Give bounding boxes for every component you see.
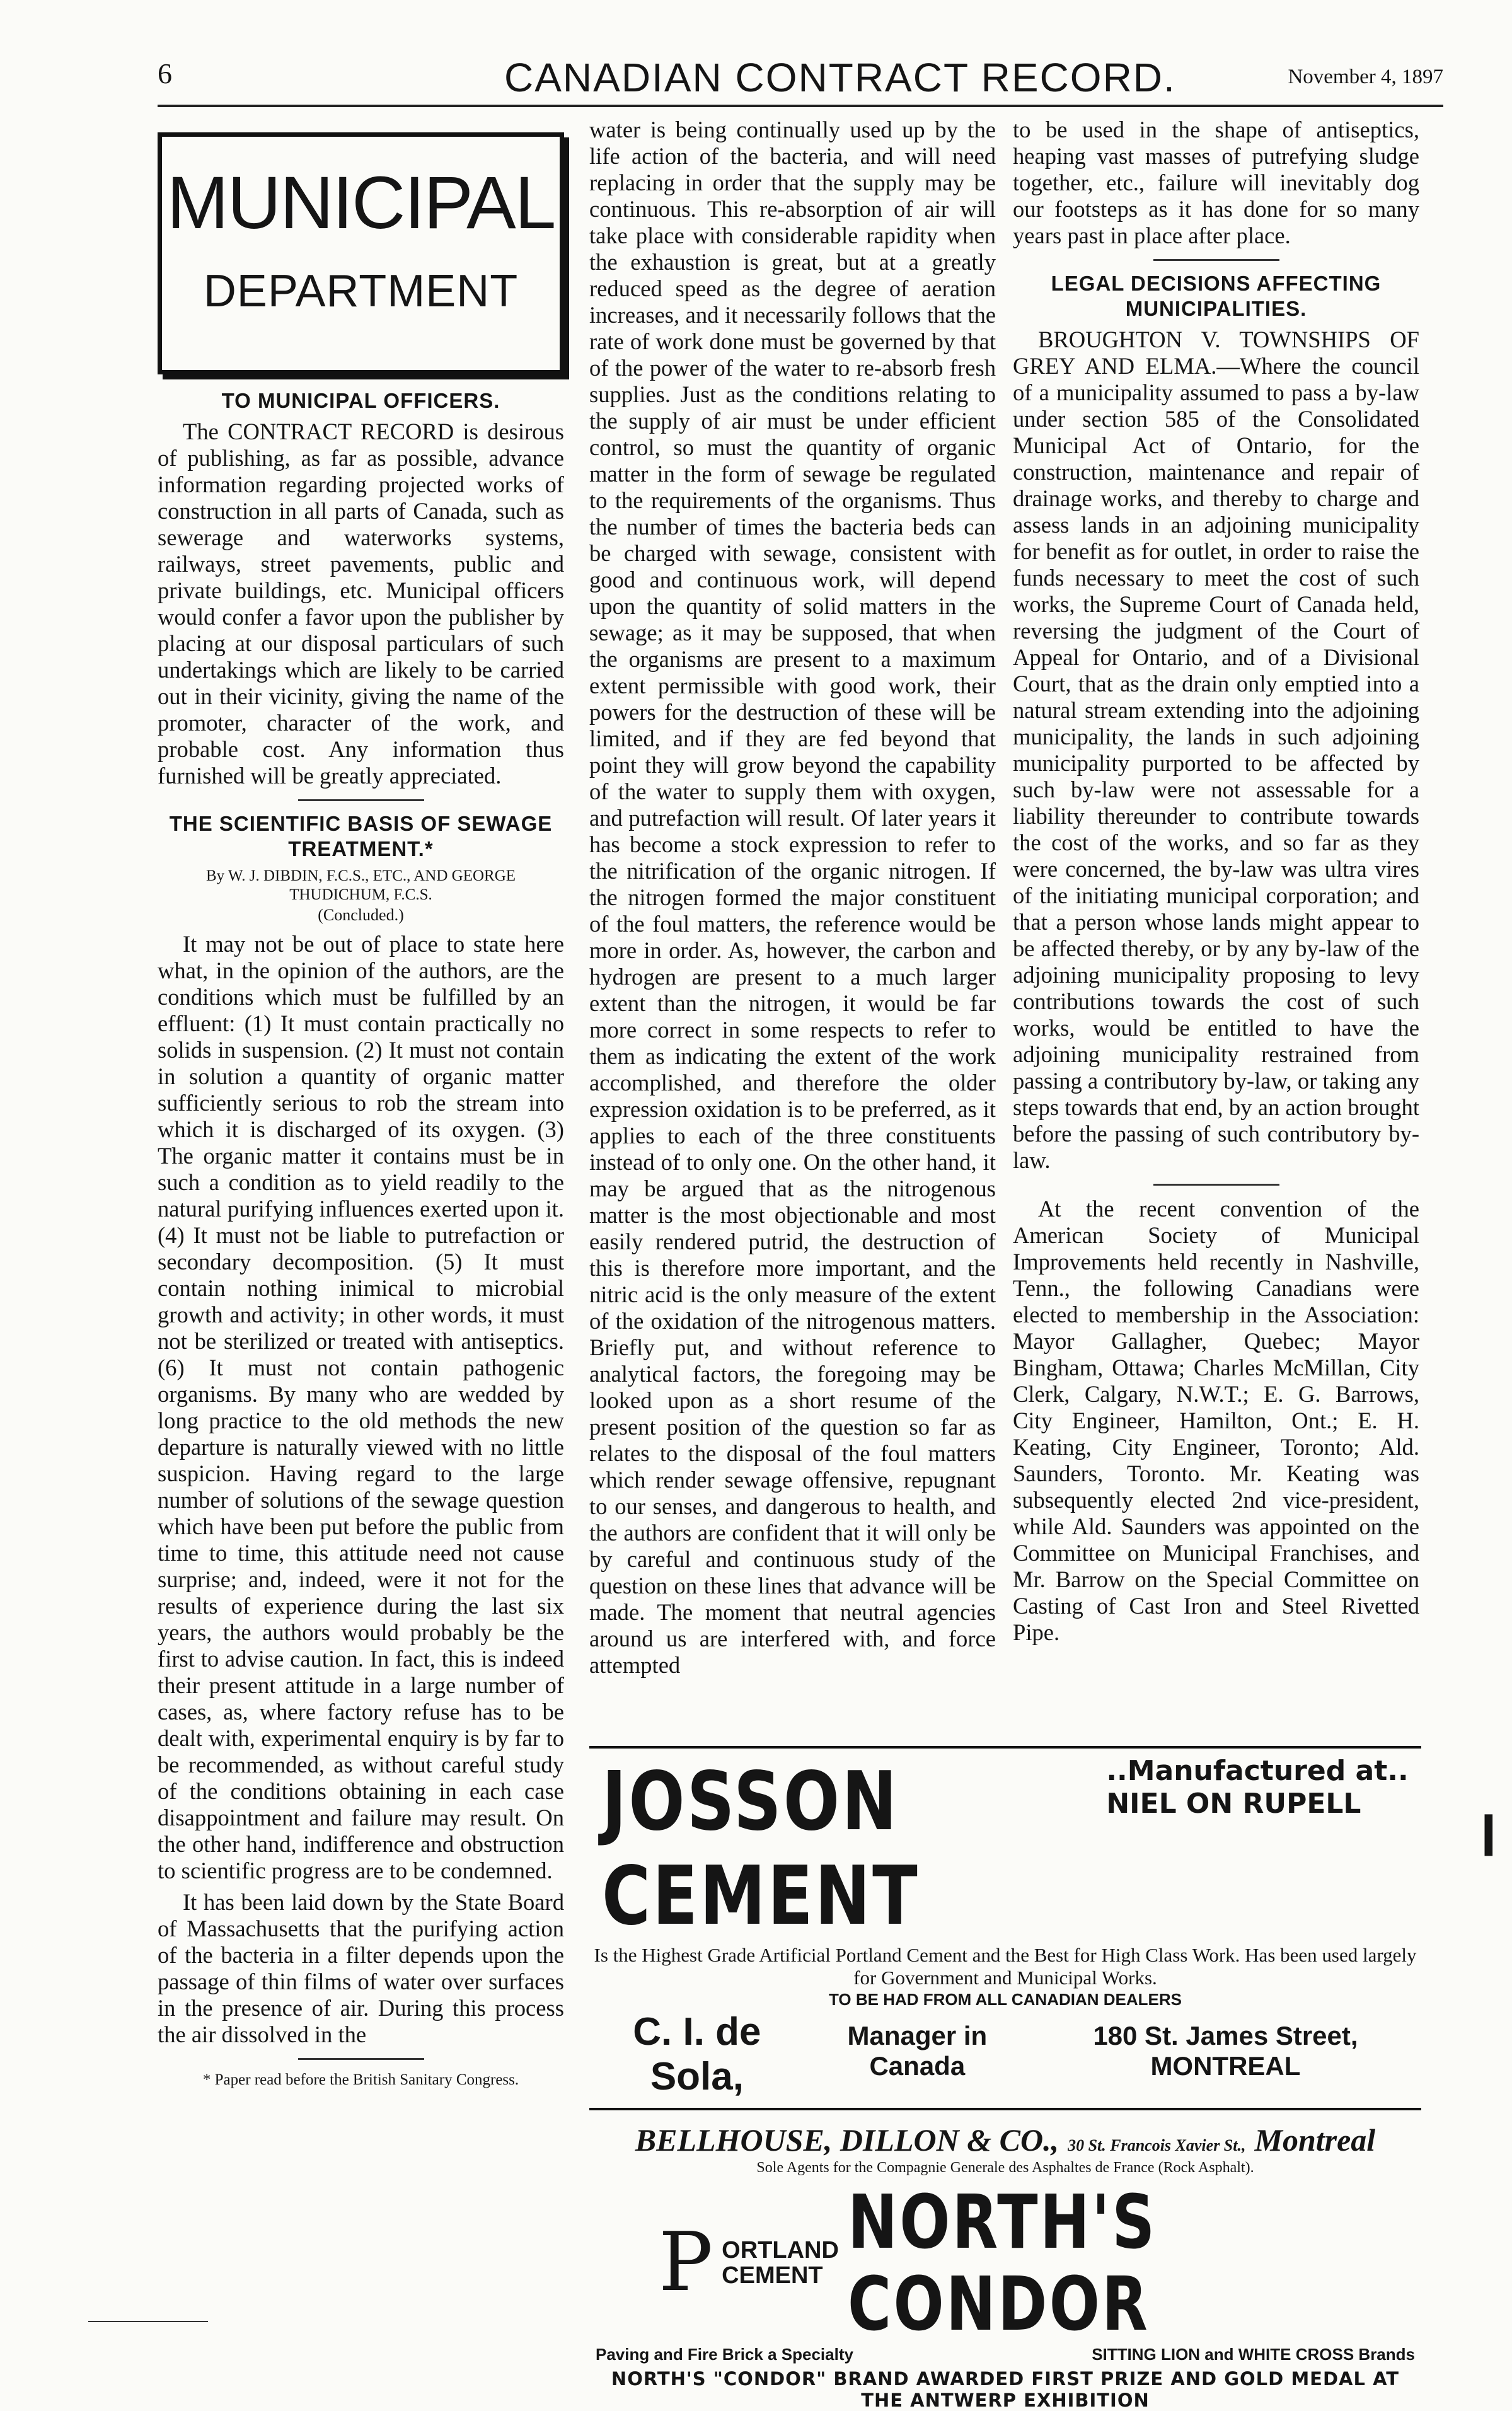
municipal-department-banner — [158, 132, 564, 374]
page-number: 6 — [158, 57, 172, 90]
officers-text: The CONTRACT RECORD is desirous of publishing, as far as possible, advance information regarding projected works of construction in all parts of Canada, such as sewerage and waterworks systems, railways, street pavements, public and private buildings, etc. Municipal officers would confer a favor upon the publisher by placing at our disposal particulars of such undertakings which are likely to be carried out in their vicinity, giving the name of the promoter, character of the work, and probable cost. Any information thus furnished will be greatly appreciated. — [158, 419, 564, 789]
josson-side-line-2: NIEL ON RUPELL — [1106, 1788, 1361, 1820]
josson-cement-ad — [589, 1746, 1421, 2110]
legal-text: BROUGHTON V. TOWNSHIPS OF GREY AND ELMA.—Where the council of a municipality assumed to pass a by-law under section 585 of the Consolidated Municipal Act of Ontario, for the construction, maintenance and repair of drainage works, and thereby to charge and assess lands in an adjoining municipality for benefit as for outlet, in order to raise the funds necessary to meet the cost of such works, the Supreme Court of Canada held, reversing the judgment of the Court of Appeal for Ontario, and of a Divisional Court, that as the drain only emptied into a natural stream extending into the adjoining municipality, the lands in such adjoining municipality purported to be affected by such by-law were not assessable for a liability thereunder to contribute towards the cost of the works, and so far as they were concerned, the by-law was ultra vires of the initiating municipal corporation; and that a person whose lands might appear to be affected thereby, or by any by-law of the adjoining municipality proposing to levy contributions towards the cost of such works, would be entitled to have the adjoining municipality restrained from passing a contributory by-law, or taking any steps towards that end, by an action brought before the passing of such contributory by-law. — [1013, 327, 1419, 1173]
josson-description: Is the Highest Grade Artificial Portland Cement and the Best for High Class Work. Has been used largely for Government and Municipal Works. — [594, 1944, 1417, 1989]
banner-line-1: MUNICIPAL — [166, 161, 555, 245]
condor-footer — [589, 2345, 1421, 2364]
sewage-concluded: (Concluded.) — [318, 906, 404, 924]
footnote: * Paper read before the British Sanitary Congress. — [202, 2071, 519, 2088]
josson-brand: JOSSON CEMENT — [602, 1755, 920, 1943]
bellhouse-subline: Sole Agents for the Compagnie Generale des Asphaltes de France (Rock Asphalt). — [756, 2159, 1254, 2176]
condor-award: NORTH'S "CONDOR" BRAND AWARDED FIRST PRIZE AND GOLD MEDAL AT THE ANTWERP EXHIBITION — [611, 2368, 1400, 2411]
agent-address: 180 St. James Street, MONTREAL — [1093, 2021, 1358, 2081]
agent-name: C. I. de Sola, — [633, 2010, 761, 2098]
issue-date: November 4, 1897 — [1288, 66, 1443, 88]
column-2 — [589, 117, 996, 1684]
divider — [298, 2058, 424, 2060]
sewage-paragraph-1: It may not be out of place to state here what, in the opinion of the authors, are the conditions which must be fulfilled by an effluent: (1) It must contain practically no solids in suspension. (2) It must not contain in solution a quantity of organic matter sufficiently serious to rob the stream into which it is discharged of its oxygen. (3) The organic matter it contains must be in such a condition as to yield readily to the natural purifying influences exerted upon it. (4) It must not be liable to putrefaction or secondary decomposition. (5) It must contain nothing inimical to microbial growth and activity; in other words, it must not be sterilized or treated with antiseptics. (6) It must not contain pathogenic organisms. By many who are wedded by long practice to the old methods the new departure is naturally viewed with no little suspicion. Having regard to the large number of solutions of the sewage question which have been put before the public from time to time, this attitude need not cause surprise; and, indeed, were it not for the results of experience during the last six years, the authors would probably be the first to advise caution. In fact, this is indeed their present attitude in a large number of cases, as, where factory refuse has to be dealt with, experimental enquiry is by far to be recommended, as without careful study of the conditions obtaining in each case disappointment and failure may result. On the other hand, indifference and obstruction to scientific progress are to be condemned. — [158, 931, 564, 1883]
bottom-rule — [88, 2321, 208, 2322]
bellhouse-address: 30 St. Francois Xavier St., — [1068, 2136, 1246, 2154]
divider — [298, 799, 424, 801]
sewage-heading: THE SCIENTIFIC BASIS OF SEWAGE TREATMENT.* — [169, 812, 553, 860]
josson-dealers: TO BE HAD FROM ALL CANADIAN DEALERS — [829, 1990, 1182, 2009]
condor-right-footer: SITTING LION and WHITE CROSS Brands — [1092, 2345, 1415, 2364]
josson-header — [589, 1746, 1421, 1944]
banner-line-2: DEPARTMENT — [203, 266, 519, 316]
sewage-byline: By W. J. DIBDIN, F.C.S., ETC., AND GEORGE THUDICHUM, F.C.S. — [205, 867, 516, 903]
josson-manufacture — [1106, 1755, 1408, 1820]
sewage-paragraph-3: water is being continually used up by the life action of the bacteria, and will need replacing in order that the supply may be continuous. This re-absorption of air will take place with considerable rapidity when the exhaustion is great, but at a greatly reduced speed as the degree of aeration increases, and it necessarily follows that the rate of work done must be governed by that of the power of the water to re-absorb fresh supplies. Just as the conditions relating to the supply of air must be under efficient control, so must the quantity of organic matter in the form of sewage be regulated to the requirements of the organisms. Thus the number of times the bacteria beds can be charged with sewage, consistent with good and continuous work, will depend upon the quantity of solid matters in the sewage; as it may be supposed, that when the organisms are present to a maximum extent permissible with good work, their powers for the destruction of these will be limited, and if they are fed beyond that point they will grow beyond the capability of the water to supply them with oxygen, and putrefaction will result. Of later years it has become a stock expression to refer to the nitrification of the organic nitrogen. If the nitrogen formed the major constituent of the foul matters, the reference would be more in order. As, however, the carbon and hydrogen are present to a much larger extent than the nitrogen, it would be far more correct in some respects to refer to them as indicating the extent of the work accomplished, and therefore the older expression oxidation is to be preferred, as it applies to each of the three constituents instead of to only one. On the other hand, it may be argued that as the nitrogenous matter is the most objectionable and most easily rendered putrid, the destruction of this is therefore more important, and the nitric acid is the only measure of the extent of the oxidation of the nitrogenous matters. Briefly put, and without reference to analytical factors, the foregoing may be looked upon as a short resume of the present position of the question so far as relates to the disposal of the foul matters which render sewage offensive, repugnant to our senses, and dangerous to health, and the authors are confident that it will only be by careful and continuous study of the question on these lines that advance will be made. The moment that neutral agencies around us are interfered with, and force attempted — [589, 117, 996, 1678]
convention-text: At the recent convention of the American Society of Municipal Improvements held recently in Nashville, Tenn., the following Canadians were elected to membership in the Association: Mayor Gallagher, Quebec; Mayor Bingham, Ottawa; Charles McMillan, City Clerk, Calgary, N.W.T.; E. G. Barrows, City Engineer, Hamilton, Ont.; E. H. Keating, City Engineer, Toronto; Ald. Saunders, Toronto. Mr. Keating was subsequently elected 2nd vice-president, while Ald. Saunders was appointed on the Committee on Municipal Franchises, and Mr. Barrow on the Special Committee on Casting of Cast Iron and Steel Rivetted Pipe. — [1013, 1196, 1419, 1645]
publication-title: CANADIAN CONTRACT RECORD. — [504, 55, 1176, 100]
bellhouse-name: BELLHOUSE, DILLON & CO., — [635, 2122, 1059, 2158]
divider — [1153, 1184, 1279, 1186]
north-condor-brand: NORTH'S CONDOR — [847, 2178, 1157, 2347]
josson-agent — [589, 2009, 1421, 2110]
bellhouse-city: Montreal — [1254, 2122, 1376, 2158]
margin-mark: ❙ — [1472, 1810, 1506, 1854]
page-header — [158, 54, 1443, 107]
bellhouse-ad — [589, 2122, 1421, 2411]
officers-heading: TO MUNICIPAL OFFICERS. — [221, 389, 500, 412]
agent-role: Manager in Canada — [847, 2021, 988, 2081]
advertisements — [589, 1746, 1421, 2411]
condor-header — [589, 2178, 1421, 2347]
sewage-paragraph-2: It has been laid down by the State Board of Massachusetts that the purifying action of the bacteria in a filter depends upon the passage of thin films of water over surfaces in the presence of air. During this process the air dissolved in the — [158, 1889, 564, 2047]
sewage-paragraph-4: to be used in the shape of antiseptics, heaping vast masses of putrefying sludge together, etc., failure will inevitably dog our footsteps as it has done for so many years past in place after place. — [1013, 117, 1419, 248]
bellhouse-header — [589, 2122, 1421, 2158]
portland-initial: P — [659, 2216, 713, 2310]
divider — [1153, 259, 1279, 261]
portland-line-1: ORTLAND — [722, 2237, 839, 2264]
josson-side-line-1: ..Manufactured at.. — [1106, 1755, 1409, 1787]
column-1 — [158, 132, 564, 2090]
portland-line-2: CEMENT — [722, 2262, 823, 2289]
column-3 — [1013, 117, 1419, 1651]
legal-heading: LEGAL DECISIONS AFFECTING MUNICIPALITIES. — [1051, 272, 1382, 320]
condor-left-footer: Paving and Fire Brick a Specialty — [596, 2345, 853, 2364]
portland-cement-label — [722, 2238, 839, 2288]
